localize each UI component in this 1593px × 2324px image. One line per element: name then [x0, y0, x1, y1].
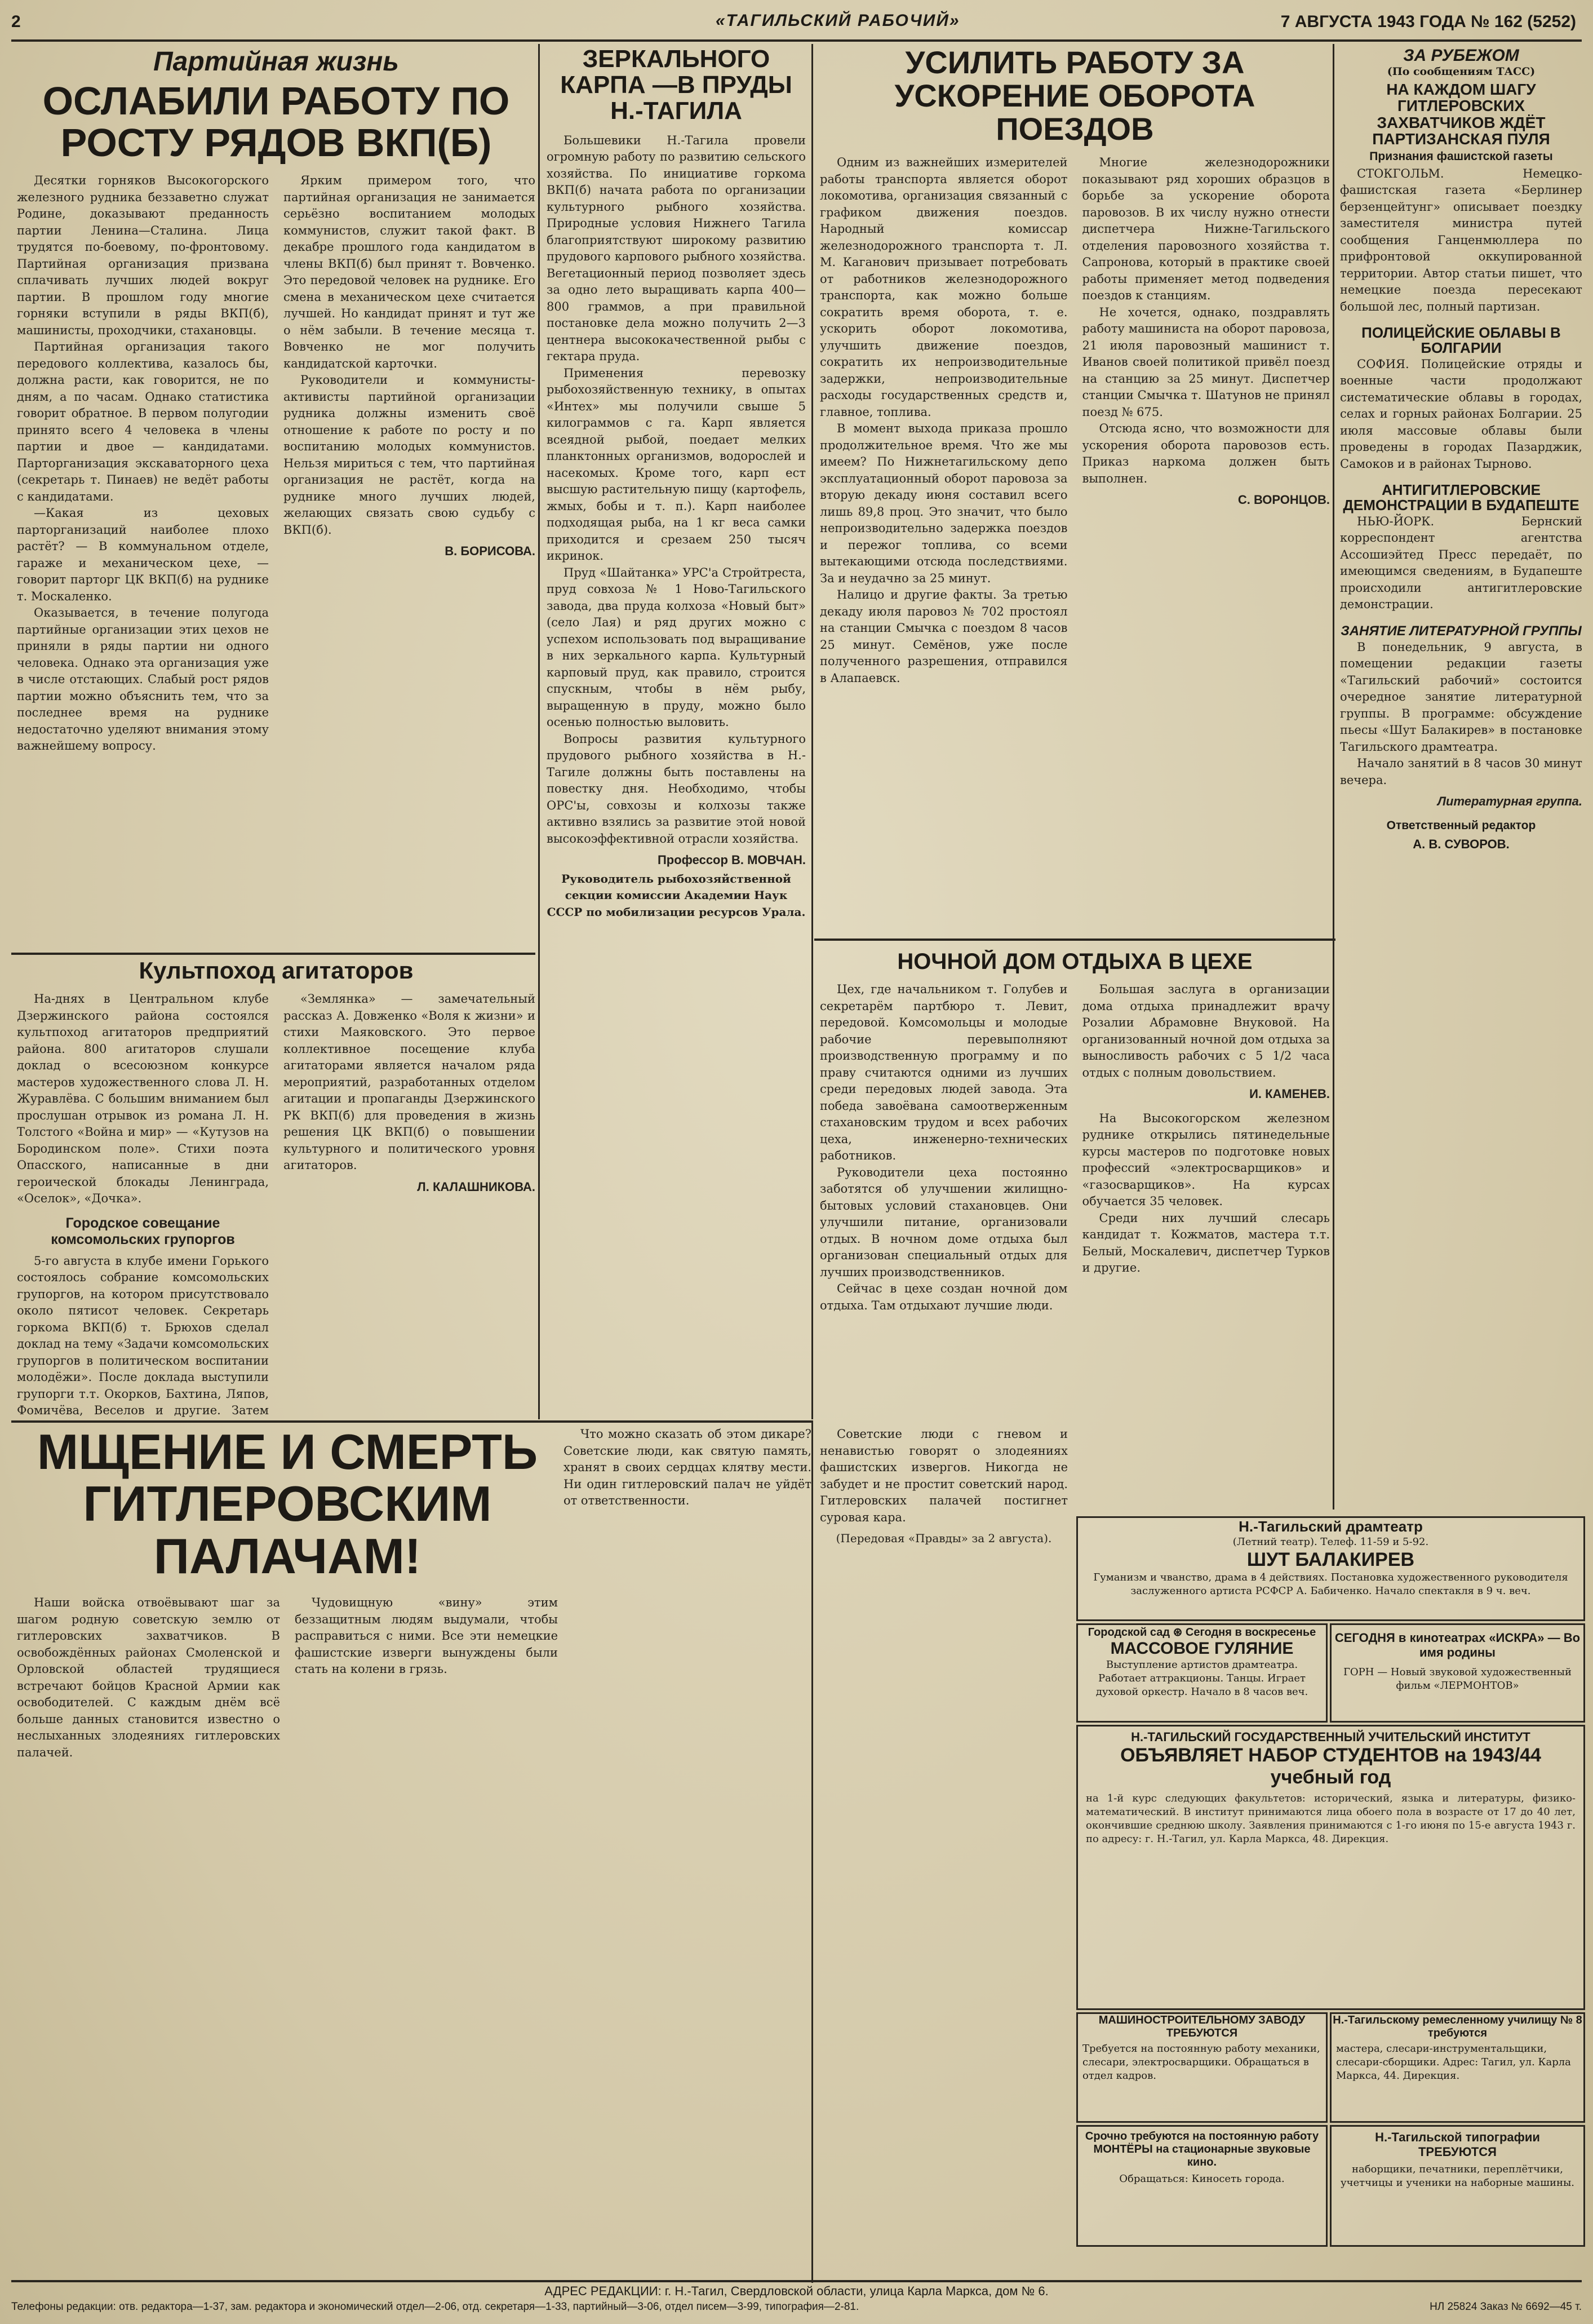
carp-p2: Применения перевозку рыбохозяйственную технику, в опытах «Интех» мы получили свыше 5 килограммов с га. Карп является всеядной рыбой, поедает мелких планктонных организмов, водорослей и насекомых. Кроме того, карп ест высшую растительную пищу (картофель, жмых, бобы и т. п.). Карп наиболее подходящая рыба, на 1 кг веса самки приходится и срезаем 250 тысяч икринок. [547, 366, 806, 563]
revenge-c2: Чудовищную «вину» этим беззащитным людям выдумали, чтобы расправиться с ними. Все эти немецкие фашистские изверги вынуждены были стать на колени в грязь. [295, 1596, 558, 1676]
school-title: Н.-Тагильскому ремесленному училищу № 8 требуются [1333, 2014, 1582, 2039]
abroad-p1: СТОКГОЛЬМ. Немецко-фашистская газета «Берлинер берзенцейтунг» описывает поездку заместителя министра путей сообщения Ганценмюллера по прифронтовой оккупированной территории. Автор статьи пишет, что немецкие поезда пересекают большой лес, полный партизан. [1340, 166, 1582, 313]
abroad-p3: НЬЮ-ЙОРК. Бернский корреспондент агентства Ассошиэйтед Пресс передаёт, по имеющимся сведениям, в Будапеште происходили антигитлеровские демонстрации. [1340, 514, 1582, 612]
footer-phones: Телефоны редакции: отв. редактора—1-37, зам. редактора и экономический отдел—2-06, отд. секретаря—1-33, партийный—3-06, отдел писем—3-99, типография—2-81. [11, 2301, 859, 2313]
party-p6: Руководители и коммунисты-активисты партийной организации рудника должны изменить своё отношение к работе по росту и по воспитанию молодых коммунистов. Нельзя мириться с тем, что партийная организация не растёт, когда на руднике много лучших людей, желающих связать свою судьбу с ВКП(б). [283, 373, 535, 537]
party-article [17, 46, 535, 993]
park-text: Выступление артистов драмтеатра. Работает аттракционы. Танцы. Играет духовой оркестр. Начало в 8 часов веч. [1095, 1659, 1308, 1698]
abroad-p4: В понедельник, 9 августа, в помещении редакции газеты «Тагильский рабочий» состоится очередное занятие литературной группы. В программе: обсуждение пьесы «Шут Балакирев» в постановке Тагильского драмтеатра. [1340, 640, 1582, 754]
party-p3: —Какая из цеховых парторганизаций наиболее плохо растёт? — В коммунальном отделе, гараже и механическом цехе, — говорит парторг ЦК ВКП(б) на руднике т. Москаленко. [17, 506, 269, 603]
theatre-title: Н.-Тагильский драмтеатр [1239, 1518, 1423, 1535]
party-p5: Ярким примером того, что партийная организация не занимается серьёзно воспитанием молодых коммунистов, служит такой факт. В декабре прошлого года кандидатом в члены ВКП(б) был принят т. Вовченко. Это передовой человек на руднике. Его смена в механическом цехе считается лучшей. Но кандидат принят и тут же о нём забыли. В течение месяца т. Вовченко не мог получить кандидатской карточки. [283, 174, 535, 370]
agit-signature: Л. КАЛАШНИКОВА. [417, 1179, 535, 1194]
rule [11, 1420, 811, 1423]
revenge-col4 [820, 1426, 1068, 2277]
cinema-staff-text: Обращаться: Киносеть города. [1119, 2173, 1285, 2185]
column-rule [811, 1420, 813, 2283]
carp-article [547, 46, 806, 1416]
abroad-column [1340, 46, 1582, 1512]
institute-text: на 1-й курс следующих факультетов: исторический, языка и литературы, физико-математический. В институт принимаются лица обоего пола в возрасте от 17 до 40 лет, окончившие среднюю школу. Заявления принимаются с 1-го июня по 15-е августа 1943 г. по адресу: г. Н.-Тагил, ул. Карла Маркса, 48. Дирекция. [1086, 1792, 1576, 1845]
party-p2: Партийная организация такого передового коллектива, казалось бы, должна расти, как говорится, не по дням, а по часам. Однако статистика говорит обратное. В первом полугодии принято всего 4 человека в члены партии и двое — кандидатами. Парторганизация экскаваторного цеха (секретарь т. Пинаев) не ведёт работы с кандидатами. [17, 340, 269, 503]
footer-order: НЛ 25824 Заказ № 6692—45 т. [1430, 2301, 1582, 2313]
trains-p4: Многие железнодорожники показывают ряд хороших образцов в борьбе за ускорение оборота паровозов. В их числу нужно отнести диспетчера Нижне-Тагильского отделения паровозного хозяйства т. Сапронова, который в практике своей работы применяет метод подведения поездов к станциям. [1082, 156, 1330, 303]
party-p4: Оказывается, в течение полугода партийные организации этих цехов не приняли в ряды партии ни одного человека. Однако эта организация уже в числе отстающих. Слабый рост рядов партии можно объяснить тем, что за последнее время на руднике недостаточно уделяют внимания этому важнейшему вопросу. [17, 606, 269, 752]
night-p1: Цех, где начальником т. Голубев и секретарём партбюро т. Левит, передовой. Комсомольцы и молодые рабочие перевыполняют производственную программу и по праву считаются одними из лучших среди передовых людей завода. Эта победа завоёвана самоотверженным стахановским трудом и всех рабочих цеха, инженерно-технических работников. [820, 982, 1068, 1162]
party-title: ОСЛАБИЛИ РАБОТУ ПО РОСТУ РЯДОВ ВКП(Б) [42, 79, 510, 165]
abroad-sub1: Признания фашистской газеты [1369, 149, 1553, 163]
trains-p3: Налицо и другие факты. За третью декаду июля паровоз № 702 простоял на станции Смычка с поездом 8 часов 25 минут. Семёнов, уже после полученного разрешения, отправился в Алапаевск. [820, 588, 1068, 685]
column-rule [1333, 44, 1334, 1510]
abroad-agency: (По сообщениям ТАСС) [1387, 65, 1536, 78]
party-signature: В. БОРИСОВА. [445, 544, 535, 558]
theatre-play: ШУТ БАЛАКИРЕВ [1246, 1549, 1415, 1570]
carp-sig-note: Руководитель рыбохозяйственной секции комиссии Академии Наук СССР по мобилизации ресурсов Урала. [547, 871, 806, 919]
carp-title: ЗЕРКАЛЬНОГО КАРПА —В ПРУДЫ Н.-ТАГИЛА [560, 46, 792, 125]
party-rubric: Партийная жизнь [153, 47, 399, 77]
plant-text: Требуется на постоянную работу механики, слесари, электросварщики. Обращаться в отдел кадров. [1082, 2043, 1320, 2082]
trains-title: УСИЛИТЬ РАБОТУ ЗА УСКОРЕНИЕ ОБОРОТА ПОЕЗДОВ [894, 46, 1255, 147]
editor-label: Ответственный редактор [1386, 818, 1536, 832]
abroad-p4b: Начало занятий в 8 часов 30 минут вечера. [1340, 756, 1582, 787]
institute-title: Н.-ТАГИЛЬСКИЙ ГОСУДАРСТВЕННЫЙ УЧИТЕЛЬСКИЙ ИНСТИТУТ [1131, 1730, 1530, 1744]
footer-address: АДРЕС РЕДАКЦИИ: г. Н.-Тагил, Свердловской области, улица Карла Маркса, дом № 6. [544, 2284, 1049, 2298]
rule [814, 939, 1335, 941]
night-p4: Сейчас в цехе создан ночной дом отдыха. Там отдыхают лучшие люди. [820, 1282, 1068, 1312]
ad-theatre [1076, 1516, 1585, 1621]
park-title: Городской сад ⊛ Сегодня в воскресенье [1088, 1626, 1316, 1639]
abroad-sig4: Литературная группа. [1437, 794, 1582, 809]
trains-p2: В момент выхода приказа прошло продолжительное время. Что же мы имеем? По Нижнетагильскому депо эксплуатационный оборот паровоза за вторую декаду июня составил всего лишь 89,8 проц. Это значит, что было непроизводительно задержка поездов и пережог топлива, со всеми вытекающими отсюда последствиями. За и неудачно за 25 минут. [820, 422, 1068, 585]
column-rule [811, 44, 813, 1419]
carp-p1: Большевики Н.-Тагила провели огромную работу по развитию сельского хозяйства. По инициативе горкома ВКП(б) начата работа по организации культурного рыбного хозяйства. Природные условия Нижнего Тагила благоприятствуют широкому развитию прудового карпового рыбного хозяйства. Вегетационный период позволяет здесь за одно лето выращивать карпа 400—800 граммов, а при правильной постановке дела можно получить 2—3 центнера высококачественной рыбы с гектара пруда. [547, 133, 806, 364]
night-title: НОЧНОЙ ДОМ ОТДЫХА В ЦЕХЕ [897, 950, 1253, 974]
abroad-p2: СОФИЯ. Полицейские отряды и военные части продолжают систематические облавы в городах, селах и горных районах Болгарии. 25 июля массовые облавы были проведены в городах Пазарджик, Самоков и в районах Тырново. [1340, 357, 1582, 471]
plant-title: МАШИНОСТРОИТЕЛЬНОМУ ЗАВОДУ ТРЕБУЮТСЯ [1098, 2014, 1306, 2039]
agit-p1: На-днях в Центральном клубе Дзержинского района состоялся культпоход агитаторов предприятий района. 800 агитаторов слушали доклад о всесоюзном конкурсе мастеров художественного слова Л. Н. Журавлёва. С большим вниманием был прослушан отрывок из романа Л. Н. Толстого «Война и мир» — «Кутузов на Бородинском поле». Стихи поэта Опасского, написанные в дни героической блокады Ленинграда, «Оселок», «Дочка». [17, 992, 269, 1206]
trains-p5: Не хочется, однако, поздравлять работу машиниста на оборот паровоза, 21 июля паровозный машинист т. Иванов своей политикой привёл поезд на станцию за 25 минут. Диспетчер станции Смычка т. Шатунов не принял поезд № 675. [1082, 305, 1330, 419]
abroad-rubric: ЗА РУБЕЖОМ [1403, 46, 1519, 65]
abroad-title1: НА КАЖДОМ ШАГУ ГИТЛЕРОВСКИХ ЗАХВАТЧИКОВ ЖДЁТ ПАРТИЗАНСКАЯ ПУЛЯ [1372, 81, 1550, 148]
theatre-note: (Летний театр). Телеф. 11-59 и 5-92. [1232, 1536, 1429, 1548]
agit-p2: «Землянка» — замечательный рассказ А. Довженко «Воля к жизни» и стихи Маяковского. Это первое коллективное посещение клуба агитаторами является началом ряда мероприятий, разработанных отделом агитации и пропаганды Дзержинского РК ВКП(б) для проведения в жизнь решения ЦК ВКП(б) о повышении культурного и политического уровня агитаторов. [283, 992, 535, 1172]
party-p1: Десятки горняков Высокогорского железного рудника беззаветно служат Родине, доказывают преданность партии Ленина—Сталина. Лица трудятся по-боевому, по-фронтовому. Партийная организация призвана сплачивать лучших людей вокруг партии. В прошлом году многие горняки вступили в ряды ВКП(б), машинисты, проходчики, стахановцы. [17, 174, 269, 337]
ad-plant [1076, 2012, 1328, 2123]
revenge-article [17, 1426, 558, 2277]
revenge-title: МЩЕНИЕ И СМЕРТЬ ГИТЛЕРОВСКИМ ПАЛАЧАМ! [37, 1426, 538, 1584]
night-p2: Руководители цеха постоянно заботятся об улучшении жилищно-бытовых условий стахановцев. Они улучшили питание, организовали отдых. В ночном доме отдыха был организован специальный отдых для лучших производственников. [820, 1165, 1068, 1279]
night-signature: И. КАМЕНЕВ. [1249, 1087, 1330, 1101]
night-p6: Среди них лучший слесарь кандидат т. Кожматов, мастера т.т. Белый, Москалевич, диспетчер Турков и другие. [1082, 1211, 1330, 1274]
printing-text: наборщики, печатники, переплётчики, учетчицы и ученики на наборные машины. [1340, 2163, 1575, 2189]
agit-title: Культпоход агитаторов [139, 958, 414, 984]
cinema-staff-title: Срочно требуются на постоянную работу МОНТЁРЫ на стационарные звуковые кино. [1085, 2130, 1319, 2168]
cinema-1: СЕГОДНЯ в кинотеатрах «ИСКРА» — Во имя родины [1334, 1631, 1581, 1659]
abroad-title4: ЗАНЯТИЕ ЛИТЕРАТУРНОЙ ГРУППЫ [1341, 623, 1582, 639]
park-main: МАССОВОЕ ГУЛЯНИЕ [1110, 1639, 1294, 1658]
abroad-title2: ПОЛИЦЕЙСКИЕ ОБЛАВЫ В БОЛГАРИИ [1361, 324, 1561, 357]
carp-signature: Профессор В. МОВЧАН. [657, 853, 806, 867]
theatre-text: Гуманизм и чванство, драма в 4 действиях. Постановка художественного руководителя заслуженного артиста РСФСР А. Бабиченко. Начало спектакля в 9 ч. веч. [1093, 1572, 1568, 1597]
carp-p4: Вопросы развития культурного прудового рыбного хозяйства в Н.-Тагиле должны быть поставлены на повестку дня. Необходимо, чтобы ОРС'ы, совхозы и колхозы также активно взялись за развитие этой новой высокоэффективной отрасли хозяйства. [547, 732, 806, 846]
revenge-col3 [563, 1426, 811, 2277]
revenge-c4: Советские люди с гневом и ненавистью говорят о злодеяниях фашистских извергов. Никогда не забудет и не простит советский народ. Гитлеровских палачей постигнет суровая кара. [820, 1427, 1068, 1524]
page-header [11, 10, 1582, 38]
issue-date: 7 АВГУСТА 1943 ГОДА № 162 (5252) [1280, 12, 1576, 31]
ad-cinema-staff [1076, 2125, 1328, 2247]
revenge-c3: Что можно сказать об этом дикаре? Советские люди, как святую память, хранят в своих сердцах клятву мести. Ни один гитлеровский палач не уйдёт от ответственности. [563, 1427, 811, 1507]
abroad-title3: АНТИГИТЛЕРОВСКИЕ ДЕМОНСТРАЦИИ В БУДАПЕШТЕ [1343, 481, 1579, 514]
ad-park [1076, 1623, 1328, 1723]
masthead: «ТАГИЛЬСКИЙ РАБОЧИЙ» [716, 11, 960, 30]
night-p5: На Высокогорском железном руднике открылись пятинедельные курсы мастеров по подготовке новых профессий «электросварщиков» и «газосварщиков». На курсах обучается 35 человек. [1082, 1111, 1330, 1208]
trains-p6: Отсюда ясно, что возможности для ускорения оборота паровозов есть. Приказ наркома должен быть выполнен. [1082, 422, 1330, 485]
printing-title: Н.-Тагильской типографии ТРЕБУЮТСЯ [1375, 2130, 1540, 2159]
cinema-2: ГОРН — Новый звуковой художественный фильм «ЛЕРМОНТОВ» [1343, 1666, 1572, 1692]
ad-school [1330, 2012, 1585, 2123]
revenge-footnote: (Передовая «Правды» за 2 августа). [836, 1531, 1052, 1545]
night-p3: Большая заслуга в организации дома отдыха принадлежит врачу Розалии Абрамовне Внуковой. На организованный ночной дом отдыха за выносливость рабочих с 5 1/2 часа отдых с полным довольствием. [1082, 982, 1330, 1079]
agit-article [17, 958, 535, 1420]
carp-p3: Пруд «Шайтанка» УРС'а Стройтреста, пруд совхоза № 1 Ново-Тагильского завода, два пруда колхоза «Новый быт» (село Лая) и ряд других можно с успехом использовать под выращивание в них зеркального карпа. Культурный карповый пруд, как правило, строится спускным, чтобы в нём рыбу, выращенную в пруду, можно было осенью полностью выловить. [547, 565, 806, 729]
rule [11, 953, 535, 955]
agit-sub-p: 5-го августа в клубе имени Горького состоялось собрание комсомольских групоргов, на котором присутствовало около пятисот человек. Секретарь горкома ВКП(б) т. Брюхов сделал доклад на тему «Задачи комсомольских групоргов в политическом воспитании молодёжи». После доклада выступили групорги т.т. Окорков, Бахтина, Ляпов, Фомичёва, Веселов и другие. Затем [17, 1254, 269, 1418]
school-text: мастера, слесари-инструментальщики, слесари-сборщики. Адрес: Тагил, ул. Карла Маркса, 44. Дирекция. [1336, 2043, 1571, 2082]
agit-subtitle: Городское совещание комсомольских групоргов [51, 1215, 235, 1248]
ad-cinema [1330, 1623, 1585, 1723]
editor-name: А. В. СУВОРОВ. [1413, 836, 1510, 851]
trains-article [820, 46, 1330, 937]
header-rule [11, 39, 1582, 42]
ad-printing [1330, 2125, 1585, 2247]
revenge-c1: Наши войска отвоёвывают шаг за шагом родную советскую землю от гитлеровских захватчиков. В освобождённых районах Смоленской и Орловской областей трудящиеся встречают бойцов Красной Армии как освободителей. С каждым днём всё больше данных становится известно о неслыханных злодеяниях гитлеровских палачей. [17, 1596, 280, 1759]
ad-institute [1076, 1725, 1585, 2010]
trains-signature: С. ВОРОНЦОВ. [1237, 493, 1330, 507]
institute-main: ОБЪЯВЛЯЕТ НАБОР СТУДЕНТОВ на 1943/44 учебный год [1120, 1745, 1541, 1788]
page-number: 2 [11, 12, 21, 31]
trains-p1: Одним из важнейших измерителей работы транспорта является оборот локомотива, организация связанный с графиком движения поездов. Народный комиссар железнодорожного транспорта т. Л. М. Каганович призывает потребовать от работников железнодорожного транспорта, как можно больше сократить время оборота, т. е. ускорить оборот локомотива, улучшить движение поездов, сократить их непроизводительные задержки, непроизводительные расходы государственных средств и, главное, топлива. [820, 156, 1068, 419]
column-rule [538, 44, 540, 1419]
footer-rule [11, 2280, 1582, 2282]
